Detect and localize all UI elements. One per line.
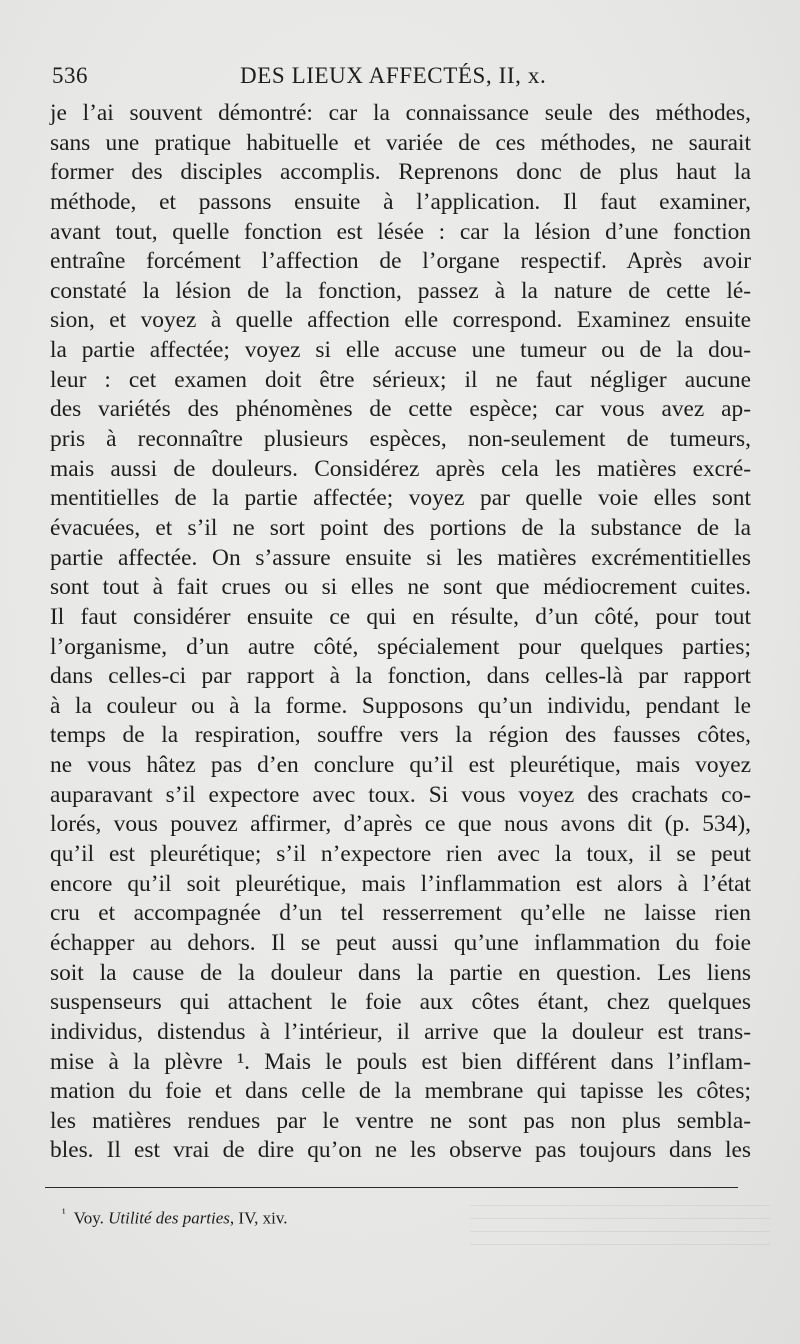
text-line: sont tout à fait crues ou si elles ne sont que médiocrement cuites. bbox=[50, 574, 751, 601]
text-line: à la couleur ou à la forme. Supposons qu’un individu, pendant le bbox=[50, 692, 751, 719]
text-line: lorés, vous pouvez affirmer, d’après ce que nous avons dit (p. 534), bbox=[50, 811, 751, 838]
page-header bbox=[52, 60, 752, 92]
text-line: échapper au dehors. Il se peut aussi qu’une inflammation du foie bbox=[50, 929, 751, 956]
text-line: l’organisme, d’un autre côté, spécialement pour quelques parties; bbox=[50, 633, 751, 660]
text-line: leur : cet examen doit être sérieux; il ne faut négliger aucune bbox=[50, 366, 751, 393]
text-line: mation du foie et dans celle de la membrane qui tapisse les côtes; bbox=[50, 1078, 751, 1105]
text-line: sion, et voyez à quelle affection elle correspond. Examinez ensuite bbox=[50, 307, 751, 334]
text-line: je l’ai souvent démontré: car la connaissance seule des méthodes, bbox=[50, 100, 751, 126]
text-line: sans une pratique habituelle et variée de ces méthodes, ne saurait bbox=[50, 129, 751, 156]
text-line: Il faut considérer ensuite ce qui en résulte, d’un côté, pour tout bbox=[50, 603, 751, 630]
text-line: la partie affectée; voyez si elle accuse une tumeur ou de la dou- bbox=[50, 337, 751, 364]
footnote-rule bbox=[45, 1187, 738, 1188]
text-line: les matières rendues par le ventre ne sont pas non plus sembla- bbox=[50, 1107, 751, 1134]
text-line: mise à la plèvre ¹. Mais le pouls est bien différent dans l’inflam- bbox=[50, 1048, 751, 1075]
text-line: des variétés des phénomènes de cette espèce; car vous avez ap- bbox=[50, 396, 751, 423]
text-line: mentitielles de la partie affectée; voyez par quelle voie elles sont bbox=[50, 485, 751, 512]
text-line: temps de la respiration, souffre vers la région des fausses côtes, bbox=[50, 722, 751, 749]
footnote-title: Utilité des parties bbox=[108, 1208, 230, 1228]
text-line: constaté la lésion de la fonction, passez à la nature de cette lé- bbox=[50, 277, 751, 304]
page-number: 536 bbox=[52, 63, 88, 88]
text-line: évacuées, et s’il ne sort point des portions de la substance de la bbox=[50, 514, 751, 541]
text-line: méthode, et passons ensuite à l’application. Il faut examiner, bbox=[50, 188, 751, 215]
text-line: pris à reconnaître plusieurs espèces, non-seulement de tumeurs, bbox=[50, 426, 751, 453]
footnote-prefix: Voy. bbox=[73, 1208, 104, 1228]
text-line: cru et accompagnée d’un tel resserrement qu’elle ne laisse rien bbox=[50, 900, 751, 927]
text-line: partie affectée. On s’assure ensuite si les matières excrémentitielles bbox=[50, 544, 751, 571]
text-line: former des disciples accomplis. Reprenons donc de plus haut la bbox=[50, 159, 751, 186]
footnote-marker: ¹ bbox=[62, 1206, 66, 1220]
running-title: DES LIEUX AFFECTÉS, II, x. bbox=[240, 63, 547, 88]
text-line: mais aussi de douleurs. Considérez après cela les matières excré- bbox=[50, 455, 751, 482]
text-line: dans celles-ci par rapport à la fonction, dans celles-là par rapport bbox=[50, 663, 751, 690]
text-line: entraîne forcément l’affection de l’organe respectif. Après avoir bbox=[50, 248, 751, 275]
text-line: avant tout, quelle fonction est lésée : car la lésion d’une fonction bbox=[50, 218, 751, 245]
text-line: auparavant s’il expectore avec toux. Si vous voyez des crachats co- bbox=[50, 781, 751, 808]
text-line: suspenseurs qui attachent le foie aux côtes étant, chez quelques bbox=[50, 989, 751, 1016]
body-text bbox=[50, 99, 751, 1166]
text-line: encore qu’il soit pleurétique, mais l’inflammation est alors à l’état bbox=[50, 870, 751, 897]
text-line: ne vous hâtez pas d’en conclure qu’il est pleurétique, mais voyez bbox=[50, 752, 751, 779]
text-line: qu’il est pleurétique; s’il n’expectore rien avec la toux, il se peut bbox=[50, 841, 751, 868]
text-line: individus, distendus à l’intérieur, il arrive que la douleur est trans- bbox=[50, 1018, 751, 1045]
footnote-reference: , IV, xiv. bbox=[229, 1208, 288, 1228]
show-through-texture bbox=[470, 1205, 770, 1245]
text-line: bles. Il est vrai de dire qu’on ne les observe pas toujours dans les bbox=[50, 1137, 751, 1164]
text-line: soit la cause de la douleur dans la partie en question. Les liens bbox=[50, 959, 751, 986]
